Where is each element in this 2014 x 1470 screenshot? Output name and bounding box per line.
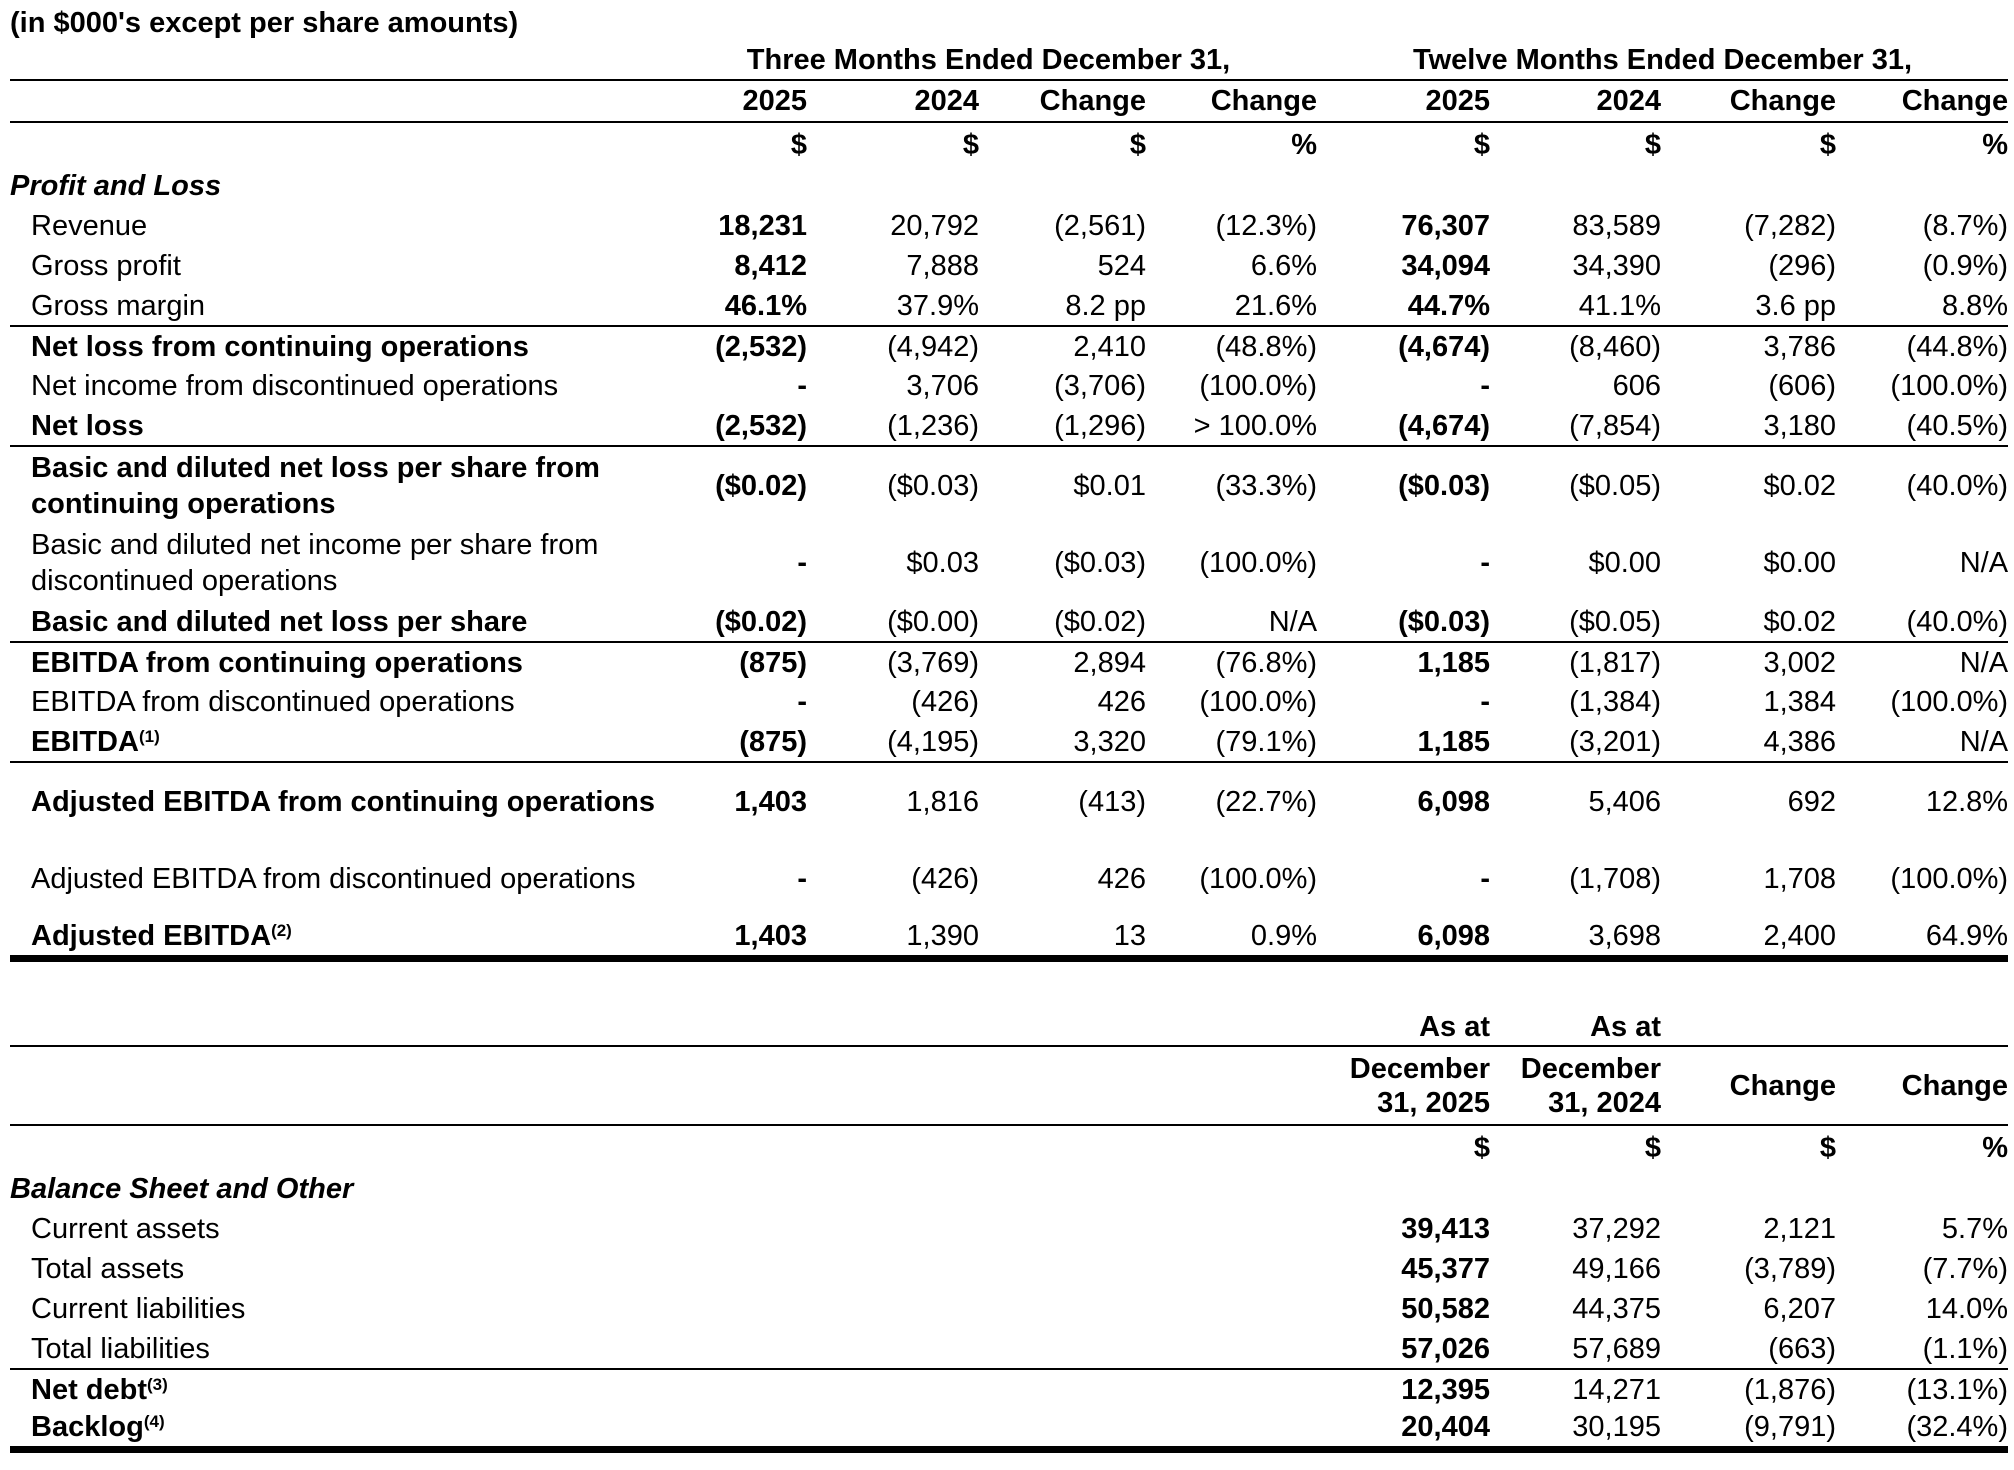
table-row	[10, 682, 2008, 722]
empty-cell	[660, 1046, 807, 1125]
column-header: Change	[979, 80, 1146, 122]
column-header: 2024	[1490, 80, 1661, 122]
column-header: 2025	[1317, 80, 1490, 122]
empty-cell	[1146, 1249, 1317, 1289]
value-cell: 1,185	[1417, 646, 1491, 679]
empty-cell	[979, 1329, 1146, 1369]
value-cell: 426	[1097, 863, 1146, 895]
row-label-text: Current liabilities	[31, 1293, 246, 1325]
value-cell: 6,098	[1417, 785, 1491, 818]
empty-cell	[660, 1289, 807, 1329]
column-header-row	[10, 80, 2008, 122]
row-label	[10, 524, 660, 602]
unit-label: %	[1291, 128, 1318, 161]
empty-cell	[1836, 1008, 2008, 1046]
value-cell: (100.0%)	[1890, 863, 2009, 895]
value-cell: $0.00	[1763, 547, 1837, 579]
value-cell: 1,816	[906, 785, 979, 818]
profit-and-loss-table	[10, 40, 2008, 962]
value-cell: (663)	[1661, 1329, 1836, 1369]
table-row	[10, 1369, 2008, 1409]
value-cell: (100.0%)	[1890, 370, 2009, 402]
period-group-header-row	[10, 40, 2008, 80]
value-cell: 34,390	[1572, 250, 1662, 282]
value-cell: 1,403	[734, 785, 807, 818]
empty-cell	[660, 1209, 807, 1249]
empty-cell	[979, 1008, 1146, 1046]
value-cell: 14.0%	[1925, 1293, 2008, 1325]
column-header: Change	[1836, 80, 2008, 122]
row-label-text: Adjusted EBITDA from discontinued operations	[31, 863, 636, 895]
empty-cell	[10, 122, 660, 166]
row-label	[10, 918, 660, 958]
value-cell: 37.9%	[807, 286, 979, 326]
footnote-marker: (4)	[143, 1412, 165, 1432]
value-cell: ($0.02)	[979, 602, 1146, 642]
value-cell: 3,786	[1763, 330, 1837, 363]
section-header: Balance Sheet and Other	[10, 1173, 354, 1205]
table-row	[10, 286, 2008, 326]
row-label	[10, 840, 660, 918]
unit-label: $	[1644, 1131, 1661, 1164]
value-cell: (1,384)	[1569, 686, 1662, 718]
table-row	[10, 524, 2008, 602]
period-group-header: Twelve Months Ended December 31,	[1317, 40, 2008, 80]
table-row	[10, 446, 2008, 524]
value-cell: 1,403	[660, 918, 807, 958]
value-cell: 3,180	[1661, 406, 1836, 446]
value-cell: -	[797, 547, 807, 579]
value-cell: (44.8%)	[1906, 330, 2009, 363]
value-cell: (4,195)	[807, 722, 979, 762]
value-cell: (413)	[1078, 785, 1146, 818]
value-cell: (8.7%)	[1922, 210, 2009, 242]
date-header: December 31, 2024	[1490, 1046, 1661, 1125]
table-row	[10, 762, 2008, 840]
table-row	[10, 366, 2008, 406]
value-cell: 45,377	[1401, 1253, 1490, 1285]
value-cell: (40.0%)	[1836, 602, 2008, 642]
value-cell: (40.0%)	[1906, 469, 2009, 502]
unit-label: $	[1129, 128, 1146, 161]
value-cell: (4,674)	[1317, 406, 1490, 446]
table-row	[10, 1329, 2008, 1369]
column-header: Change	[1836, 1046, 2008, 1125]
column-header: 2024	[807, 80, 979, 122]
value-cell: (22.7%)	[1215, 785, 1318, 818]
column-header: Change	[1661, 1046, 1836, 1125]
unit-label: $	[1473, 1131, 1490, 1164]
value-cell: 7,888	[906, 250, 979, 282]
value-cell: 57,026	[1317, 1329, 1490, 1369]
row-label	[10, 246, 660, 286]
table-row	[10, 722, 2008, 762]
value-cell: (426)	[911, 863, 979, 895]
section-header-row	[10, 1169, 2008, 1209]
empty-cell	[10, 40, 660, 80]
value-cell: 606	[1612, 370, 1662, 402]
unit-label: $	[1473, 128, 1491, 161]
table-row	[10, 246, 2008, 286]
value-cell: (1,708)	[1569, 863, 1662, 895]
row-label-text: Basic and diluted net income per share from discontinued operations	[31, 529, 599, 597]
value-cell: 20,404	[1317, 1409, 1490, 1449]
value-cell: 44.7%	[1317, 286, 1490, 326]
row-label-text: EBITDA from continuing operations	[31, 646, 523, 679]
value-cell: (1,876)	[1744, 1373, 1836, 1406]
value-cell: 12,395	[1401, 1373, 1490, 1406]
row-label-text: Total liabilities	[31, 1332, 210, 1365]
value-cell: (2,532)	[715, 330, 807, 363]
row-label	[10, 1369, 660, 1409]
unit-label: %	[1982, 128, 2009, 161]
empty-cell	[10, 1046, 660, 1125]
empty-cell	[807, 1008, 979, 1046]
row-label-text: EBITDA from discontinued operations	[31, 686, 515, 718]
value-cell: -	[1480, 547, 1491, 579]
value-cell: (3,706)	[1054, 370, 1146, 402]
period-group-header: Three Months Ended December 31,	[660, 40, 1317, 80]
empty-cell	[979, 1249, 1146, 1289]
value-cell: ($0.03)	[887, 469, 979, 502]
empty-cell	[1146, 1125, 1317, 1169]
value-cell: (79.1%)	[1146, 722, 1317, 762]
value-cell: 64.9%	[1836, 918, 2008, 958]
unit-label: $	[962, 128, 979, 161]
footnote-marker: (2)	[271, 921, 292, 941]
value-cell: ($0.05)	[1569, 469, 1662, 502]
date-header: December 31, 2025	[1317, 1046, 1490, 1125]
value-cell: (3,769)	[887, 646, 979, 679]
row-label-text: Basic and diluted net loss per share	[31, 605, 528, 638]
row-label-text: Gross margin	[31, 289, 206, 322]
value-cell: $0.02	[1763, 469, 1837, 502]
empty-cell	[807, 1125, 979, 1169]
value-cell: 426	[1097, 686, 1146, 718]
value-cell: ($0.02)	[660, 602, 807, 642]
value-cell: 3,002	[1763, 646, 1837, 679]
value-cell: $0.03	[906, 547, 979, 579]
value-cell: -	[797, 370, 807, 402]
value-cell: 3,698	[1490, 918, 1661, 958]
empty-cell	[979, 1289, 1146, 1329]
value-cell: (100.0%)	[1199, 686, 1318, 718]
row-label-text: Backlog	[31, 1411, 144, 1444]
value-cell: 6,207	[1763, 1293, 1836, 1325]
value-cell: 83,589	[1572, 210, 1662, 242]
value-cell: -	[1480, 686, 1491, 718]
units-row	[10, 122, 2008, 166]
footnote-marker: (1)	[138, 726, 160, 746]
value-cell: 692	[1787, 785, 1837, 818]
value-cell: 3,706	[906, 370, 979, 402]
table-row	[10, 1409, 2008, 1449]
row-label	[10, 642, 660, 682]
value-cell: (40.5%)	[1836, 406, 2008, 446]
table-row	[10, 840, 2008, 918]
row-label	[10, 1409, 660, 1449]
value-cell: (8,460)	[1569, 330, 1662, 363]
value-cell: N/A	[1836, 722, 2008, 762]
value-cell: 6.6%	[1250, 250, 1318, 282]
value-cell: (1,236)	[807, 406, 979, 446]
value-cell: 49,166	[1572, 1253, 1661, 1285]
value-cell: 2,410	[1073, 330, 1146, 363]
empty-cell	[807, 1289, 979, 1329]
empty-cell	[10, 80, 660, 122]
table-row	[10, 918, 2008, 958]
column-header: Change	[1661, 80, 1836, 122]
empty-cell	[660, 1249, 807, 1289]
row-label-text: Net loss	[31, 409, 144, 442]
value-cell: 5,406	[1588, 785, 1662, 818]
value-cell: 57,689	[1490, 1329, 1661, 1369]
value-cell: 46.1%	[660, 286, 807, 326]
row-label-text: Adjusted EBITDA from continuing operations	[31, 785, 656, 818]
empty-cell	[979, 1369, 1146, 1409]
empty-cell	[979, 1209, 1146, 1249]
value-cell: (7.7%)	[1922, 1253, 2008, 1285]
value-cell: (9,791)	[1661, 1409, 1836, 1449]
row-label-text: Net debt	[31, 1373, 147, 1406]
value-cell: (1,296)	[979, 406, 1146, 446]
value-cell: 8.8%	[1836, 286, 2008, 326]
row-label	[10, 682, 660, 722]
value-cell: 1,708	[1763, 863, 1837, 895]
value-cell: 18,231	[718, 210, 807, 242]
value-cell: 4,386	[1661, 722, 1836, 762]
value-cell: (7,854)	[1490, 406, 1661, 446]
value-cell: -	[1480, 370, 1491, 402]
value-cell: (33.3%)	[1215, 469, 1318, 502]
value-cell: 2,121	[1763, 1213, 1836, 1245]
value-cell: $0.00	[1588, 547, 1662, 579]
row-label	[10, 206, 660, 246]
value-cell: (3,201)	[1490, 722, 1661, 762]
value-cell: 50,582	[1401, 1293, 1490, 1325]
empty-cell	[807, 1249, 979, 1289]
value-cell: (2,561)	[1054, 210, 1146, 242]
value-cell: (100.0%)	[1199, 547, 1318, 579]
value-cell: 524	[1097, 250, 1146, 282]
value-cell: > 100.0%	[1146, 406, 1317, 446]
row-label-text: Net income from discontinued operations	[31, 370, 559, 402]
empty-cell	[10, 1008, 660, 1046]
value-cell: 30,195	[1490, 1409, 1661, 1449]
table-row	[10, 642, 2008, 682]
empty-cell	[10, 1125, 660, 1169]
value-cell: ($0.03)	[1317, 602, 1490, 642]
value-cell: 39,413	[1401, 1213, 1490, 1245]
table-row	[10, 206, 2008, 246]
empty-cell	[660, 1369, 807, 1409]
value-cell: (4,674)	[1398, 330, 1491, 363]
value-cell: (100.0%)	[1199, 370, 1318, 402]
table-row	[10, 406, 2008, 446]
value-cell: 12.8%	[1925, 785, 2009, 818]
row-label	[10, 366, 660, 406]
empty-cell	[807, 1209, 979, 1249]
value-cell: 20,792	[890, 210, 979, 242]
empty-cell	[979, 1046, 1146, 1125]
empty-cell	[660, 1125, 807, 1169]
table-row	[10, 602, 2008, 642]
value-cell: N/A	[1959, 547, 2009, 579]
value-cell: (4,942)	[887, 330, 979, 363]
value-cell: 2,894	[1073, 646, 1146, 679]
value-cell: ($0.03)	[1398, 469, 1491, 502]
value-cell: 2,400	[1661, 918, 1836, 958]
value-cell: -	[797, 686, 807, 718]
value-cell: 41.1%	[1490, 286, 1661, 326]
value-cell: (875)	[660, 722, 807, 762]
value-cell: (48.8%)	[1215, 330, 1318, 363]
row-label-text: Basic and diluted net loss per share from continuing operations	[31, 451, 600, 520]
row-label	[10, 286, 660, 326]
table-row	[10, 1209, 2008, 1249]
value-cell: (13.1%)	[1906, 1373, 2008, 1406]
value-cell: (7,282)	[1744, 210, 1837, 242]
table-row	[10, 326, 2008, 366]
empty-cell	[807, 1329, 979, 1369]
section-header-row	[10, 166, 2008, 206]
column-header: 2025	[660, 80, 807, 122]
value-cell: 14,271	[1572, 1373, 1661, 1406]
unit-label: $	[1819, 128, 1837, 161]
value-cell: 3.6 pp	[1661, 286, 1836, 326]
value-cell: (296)	[1768, 250, 1837, 282]
value-cell: (1.1%)	[1836, 1329, 2008, 1369]
row-label-text: Total assets	[31, 1253, 185, 1285]
value-cell: (2,532)	[660, 406, 807, 446]
value-cell: 0.9%	[1146, 918, 1317, 958]
value-cell: (0.9%)	[1922, 250, 2009, 282]
row-label	[10, 1209, 660, 1249]
empty-cell	[1146, 1209, 1317, 1249]
empty-cell	[1146, 1008, 1317, 1046]
value-cell: $0.02	[1661, 602, 1836, 642]
value-cell: (3,789)	[1744, 1253, 1836, 1285]
row-label	[10, 762, 660, 840]
as-at-header: As at	[1317, 1008, 1490, 1046]
row-label	[10, 406, 660, 446]
value-cell: 8.2 pp	[979, 286, 1146, 326]
value-cell: 76,307	[1401, 210, 1491, 242]
empty-cell	[807, 1409, 979, 1449]
unit-label: $	[1644, 128, 1662, 161]
value-cell: (76.8%)	[1215, 646, 1318, 679]
row-label	[10, 1329, 660, 1369]
units-row	[10, 1125, 2008, 1169]
value-cell: ($0.05)	[1490, 602, 1661, 642]
empty-cell	[979, 1409, 1146, 1449]
row-label	[10, 326, 660, 366]
value-cell: 1,185	[1317, 722, 1490, 762]
footnote-marker: (3)	[147, 1374, 168, 1394]
value-cell: 6,098	[1317, 918, 1490, 958]
value-cell: -	[1480, 863, 1491, 895]
value-cell: N/A	[1959, 646, 2009, 679]
empty-cell	[1146, 1289, 1317, 1329]
value-cell: -	[797, 863, 807, 895]
unit-label: $	[1819, 1131, 1836, 1164]
value-cell: $0.01	[1073, 469, 1146, 502]
empty-cell	[660, 1008, 807, 1046]
empty-cell	[1146, 1046, 1317, 1125]
row-label-text: Net loss from continuing operations	[31, 330, 529, 363]
value-cell: (100.0%)	[1890, 686, 2009, 718]
row-label	[10, 446, 660, 524]
value-cell: (426)	[911, 686, 979, 718]
empty-cell	[807, 1369, 979, 1409]
table-row	[10, 1289, 2008, 1329]
empty-cell	[1661, 1008, 1836, 1046]
value-cell: (875)	[739, 646, 807, 679]
value-cell: 5.7%	[1941, 1213, 2008, 1245]
value-cell: 3,320	[979, 722, 1146, 762]
value-cell: 1,384	[1763, 686, 1837, 718]
row-label-text: Revenue	[31, 210, 148, 242]
empty-cell	[660, 1329, 807, 1369]
row-label	[10, 722, 660, 762]
value-cell: ($0.02)	[715, 469, 807, 502]
value-cell: 1,390	[807, 918, 979, 958]
value-cell: ($0.00)	[807, 602, 979, 642]
value-cell: (606)	[1768, 370, 1837, 402]
column-header: Change	[1146, 80, 1317, 122]
row-label	[10, 1289, 660, 1329]
value-cell: ($0.03)	[1054, 547, 1146, 579]
value-cell: (32.4%)	[1836, 1409, 2008, 1449]
value-cell: 34,094	[1401, 250, 1491, 282]
row-label-text: Gross profit	[31, 250, 181, 282]
section-header: Profit and Loss	[10, 170, 222, 202]
empty-cell	[1146, 1329, 1317, 1369]
value-cell: 13	[979, 918, 1146, 958]
row-label	[10, 1249, 660, 1289]
value-cell: 21.6%	[1146, 286, 1317, 326]
value-cell: (1,817)	[1569, 646, 1662, 679]
row-label-text: Adjusted EBITDA	[31, 920, 272, 953]
value-cell: (100.0%)	[1199, 863, 1318, 895]
as-at-header-row	[10, 1008, 2008, 1046]
value-cell: 8,412	[734, 250, 807, 282]
value-cell: (12.3%)	[1215, 210, 1318, 242]
empty-cell	[979, 1125, 1146, 1169]
as-at-header: As at	[1490, 1008, 1661, 1046]
empty-cell	[1146, 1409, 1317, 1449]
empty-cell	[807, 1046, 979, 1125]
unit-label: $	[790, 128, 807, 161]
balance-sheet-table	[10, 1008, 2008, 1453]
units-note: (in $000's except per share amounts)	[10, 7, 519, 39]
unit-label: %	[1982, 1131, 2008, 1164]
value-cell: 44,375	[1572, 1293, 1661, 1325]
row-label-text: Current assets	[31, 1213, 220, 1245]
row-label	[10, 602, 660, 642]
value-cell: N/A	[1146, 602, 1317, 642]
date-header-row	[10, 1046, 2008, 1125]
empty-cell	[1146, 1369, 1317, 1409]
row-label-text: EBITDA	[31, 725, 139, 758]
value-cell: 37,292	[1572, 1213, 1661, 1245]
table-row	[10, 1249, 2008, 1289]
empty-cell	[660, 1409, 807, 1449]
